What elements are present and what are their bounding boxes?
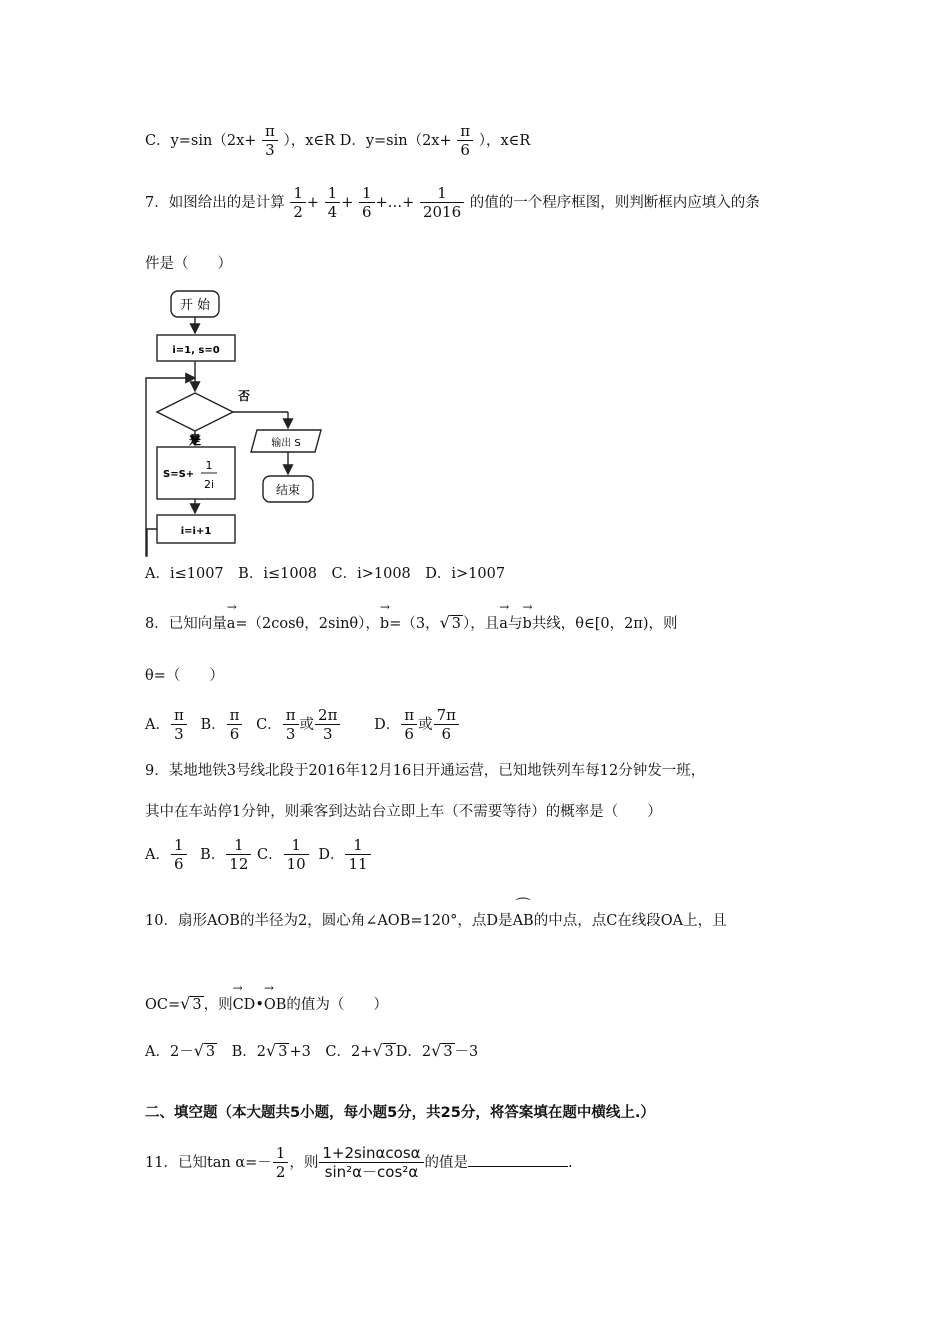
expression-fraction: $\frac{1+2\sin\alpha\cos\alpha}{\text{sin²α－cos²α}}$ xyxy=(319,1146,423,1180)
yes-label: 是 xyxy=(189,433,202,447)
q8-options: A． $\frac{\pi}{3}$ B． $\frac{\pi}{6}$ C． $\frac{\pi}{3}$ 或 $\frac{2\pi}{3}$ D． $\frac{\pi}{6}$ 或 $\frac{7\pi}{6}$ xyxy=(145,708,460,742)
fraction-pi-6: $\frac{\pi}{6}$ xyxy=(457,124,473,158)
q8-stem-2: θ=（ ） xyxy=(145,668,224,684)
init-label: i=1, s=0 xyxy=(172,345,220,356)
q10-options: A．2－√ 3 B．2√ 3 +3 C．2+√ 3 D．2√ 3 －3 xyxy=(145,1041,479,1060)
output-label: 输出 S xyxy=(271,438,301,449)
body-num: 1 xyxy=(205,459,213,472)
flowchart-diagram xyxy=(143,288,333,563)
arc-ab: ⌒ AB xyxy=(513,914,534,929)
no-label: 否 xyxy=(238,389,251,403)
answer-blank[interactable] xyxy=(468,1154,568,1167)
q7-stem-2: 件是（ ） xyxy=(145,256,232,272)
q9-stem-2: 其中在车站停1分钟，则乘客到达站台立即上车（不需要等待）的概率是（ ） xyxy=(145,804,662,820)
body-den: 2i xyxy=(203,478,215,491)
q9-options: A． $\frac{1}{6}$ B． $\frac{1}{12}$ C． $\frac{1}{10}$ D． $\frac{1}{11}$ xyxy=(145,838,372,872)
vector-b: → b xyxy=(380,613,389,632)
q7-options: A．i≤1007 B．i≤1008 C．i>1008 D．i>1007 xyxy=(145,566,506,582)
end-label: 结束 xyxy=(275,483,301,497)
inc-label: i=i+1 xyxy=(180,526,212,537)
vector-cd: → CD xyxy=(233,994,256,1013)
sqrt-3: √ 3 xyxy=(439,613,462,632)
q6-options-cd: C．y=sin（2x+ $\frac{\pi}{3}$ ），x∈R D．y=sin（2x+ $\frac{\pi}{6}$ ），x∈R xyxy=(145,122,531,159)
start-label: 开 始 xyxy=(179,298,211,313)
body-label: S=S+ xyxy=(163,469,195,480)
q11-stem: 11．已知tan α=－ $\frac{1}{2}$ ，则 $\frac{1+2\sin\alpha\cos\alpha}{\text{sin²α－cos²α}}$ 的值是 . xyxy=(145,1144,573,1181)
q8-stem: 8．已知向量→ a=（2cosθ，2sinθ），→ b=（3，√ 3 ），且→ a与→ b共线，θ∈[0，2π)，则 xyxy=(145,613,678,632)
decision-diamond xyxy=(157,393,233,431)
q9-stem: 9．某地地铁3号线北段于2016年12月16日开通运营，已知地铁列车每12分钟发一班， xyxy=(145,763,706,779)
vector-ob: → OB xyxy=(264,994,287,1013)
section-heading: 二、填空题（本大题共5小题，每小题5分，共25分，将答案填在题中横线上.） xyxy=(145,1105,655,1121)
q10-stem-2: OC=√ 3 ，则→ CD•→ OB的值为（ ） xyxy=(145,994,388,1013)
vector-a: → a xyxy=(227,613,236,632)
q7-stem: 7．如图给出的是计算 $\frac{1}{2}$ + $\frac{1}{4}$ + $\frac{1}{6}$ +…+ $\frac{1}{2016}$ 的值的一个程序框图，则判断框内应填入的条 xyxy=(145,184,760,221)
q10-stem: 10．扇形AOB的半径为2，圆心角∠AOB=120°，点D是⌒ AB的中点，点C在线段OA上，且 xyxy=(145,914,727,929)
fraction-pi-3: $\frac{\pi}{3}$ xyxy=(262,124,278,158)
